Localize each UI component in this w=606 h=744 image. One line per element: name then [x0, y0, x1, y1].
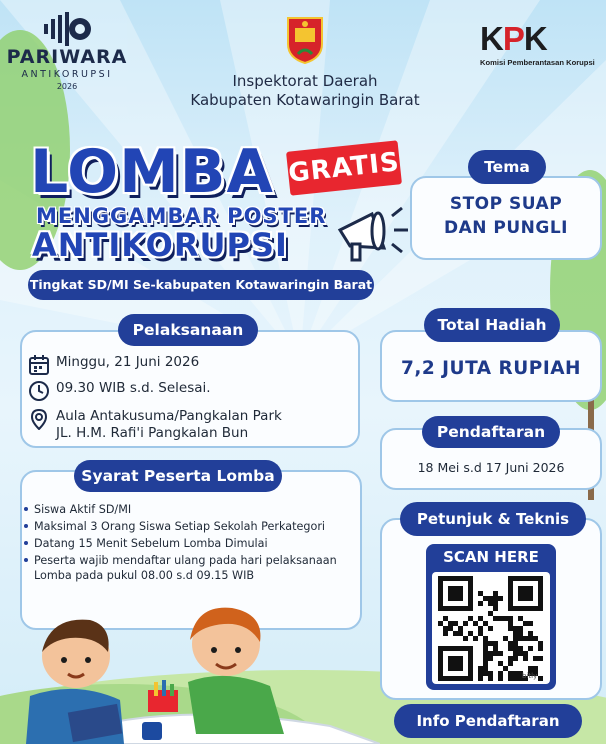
tema-line-1: STOP SUAP [449, 194, 563, 214]
scan-here-label: SCAN HERE [443, 548, 539, 566]
pendaftaran-label: Pendaftaran [422, 416, 560, 448]
syarat-item-continued: Lomba pada pukul 08.00 s.d 09.15 WIB [34, 569, 255, 582]
pariwara-logo [2, 12, 132, 91]
syarat-item: Peserta wajib mendaftar ulang pada hari pelaksanaan [24, 553, 360, 568]
pelaksanaan-place-line-2: JL. H.M. Rafi'i Pangkalan Bun [56, 425, 249, 441]
qr-code-icon [432, 572, 550, 684]
pelaksanaan-date: Minggu, 21 Juni 2026 [56, 354, 200, 370]
tema-label: Tema [468, 150, 546, 184]
pelaksanaan-time: 09.30 WIB s.d. Selesai. [56, 380, 211, 396]
brand-year: 2026 [56, 82, 78, 91]
teknis-label: Petunjuk & Teknis [400, 502, 586, 536]
syarat-list [24, 502, 360, 585]
children-drawing-illustration [0, 596, 380, 744]
syarat-item: Siswa Aktif SD/MI [24, 502, 360, 517]
info-pendaftaran-button[interactable]: Info Pendaftaran [394, 704, 582, 738]
regency-crest-icon [284, 14, 326, 64]
qr-tag: bitly [522, 672, 538, 680]
tema-text [410, 192, 602, 240]
syarat-item: Maksimal 3 Orang Siswa Setiap Sekolah Perkategori [24, 519, 360, 534]
brand-name: PARIWARA [6, 46, 128, 68]
gratis-badge: GRATIS [286, 140, 402, 195]
pendaftaran-value: 18 Mei s.d 17 Juni 2026 [417, 460, 565, 475]
hadiah-label: Total Hadiah [424, 308, 560, 342]
kpk-full-name: Komisi Pemberantasan Korupsi [480, 58, 595, 67]
pelaksanaan-place-row [28, 408, 282, 442]
syarat-label: Syarat Peserta Lomba [74, 460, 282, 492]
title-main: LOMBA [30, 137, 274, 207]
government-header [150, 72, 460, 110]
clock-icon [28, 380, 50, 402]
kpk-letters: KPK [480, 20, 547, 57]
tema-line-2: DAN PUNGLI [443, 218, 569, 238]
pelaksanaan-label: Pelaksanaan [118, 314, 258, 346]
pelaksanaan-date-row [28, 354, 199, 376]
location-pin-icon [28, 408, 50, 430]
syarat-item: Datang 15 Menit Sebelum Lomba Dimulai [24, 536, 360, 551]
title-line-3: ANTIKORUPSI [32, 226, 288, 264]
government-line-1: Inspektorat Daerah [232, 72, 378, 90]
sound-wave-icon [42, 12, 92, 46]
megaphone-icon [332, 196, 412, 266]
government-line-2: Kabupaten Kotawaringin Barat [190, 91, 420, 109]
hadiah-value: 7,2 JUTA RUPIAH [400, 358, 582, 379]
level-banner: Tingkat SD/MI Se-kabupaten Kotawaringin Barat [28, 270, 374, 300]
kpk-logo [480, 22, 606, 67]
pelaksanaan-place [56, 408, 282, 442]
calendar-icon [28, 354, 50, 376]
pelaksanaan-place-line-1: Aula Antakusuma/Pangkalan Park [56, 408, 282, 424]
qr-code-box[interactable] [432, 572, 550, 684]
title-line-2: MENGGAMBAR POSTER [36, 204, 327, 228]
pelaksanaan-time-row [28, 380, 211, 402]
brand-subtitle: ANTIKORUPSI [21, 69, 113, 80]
